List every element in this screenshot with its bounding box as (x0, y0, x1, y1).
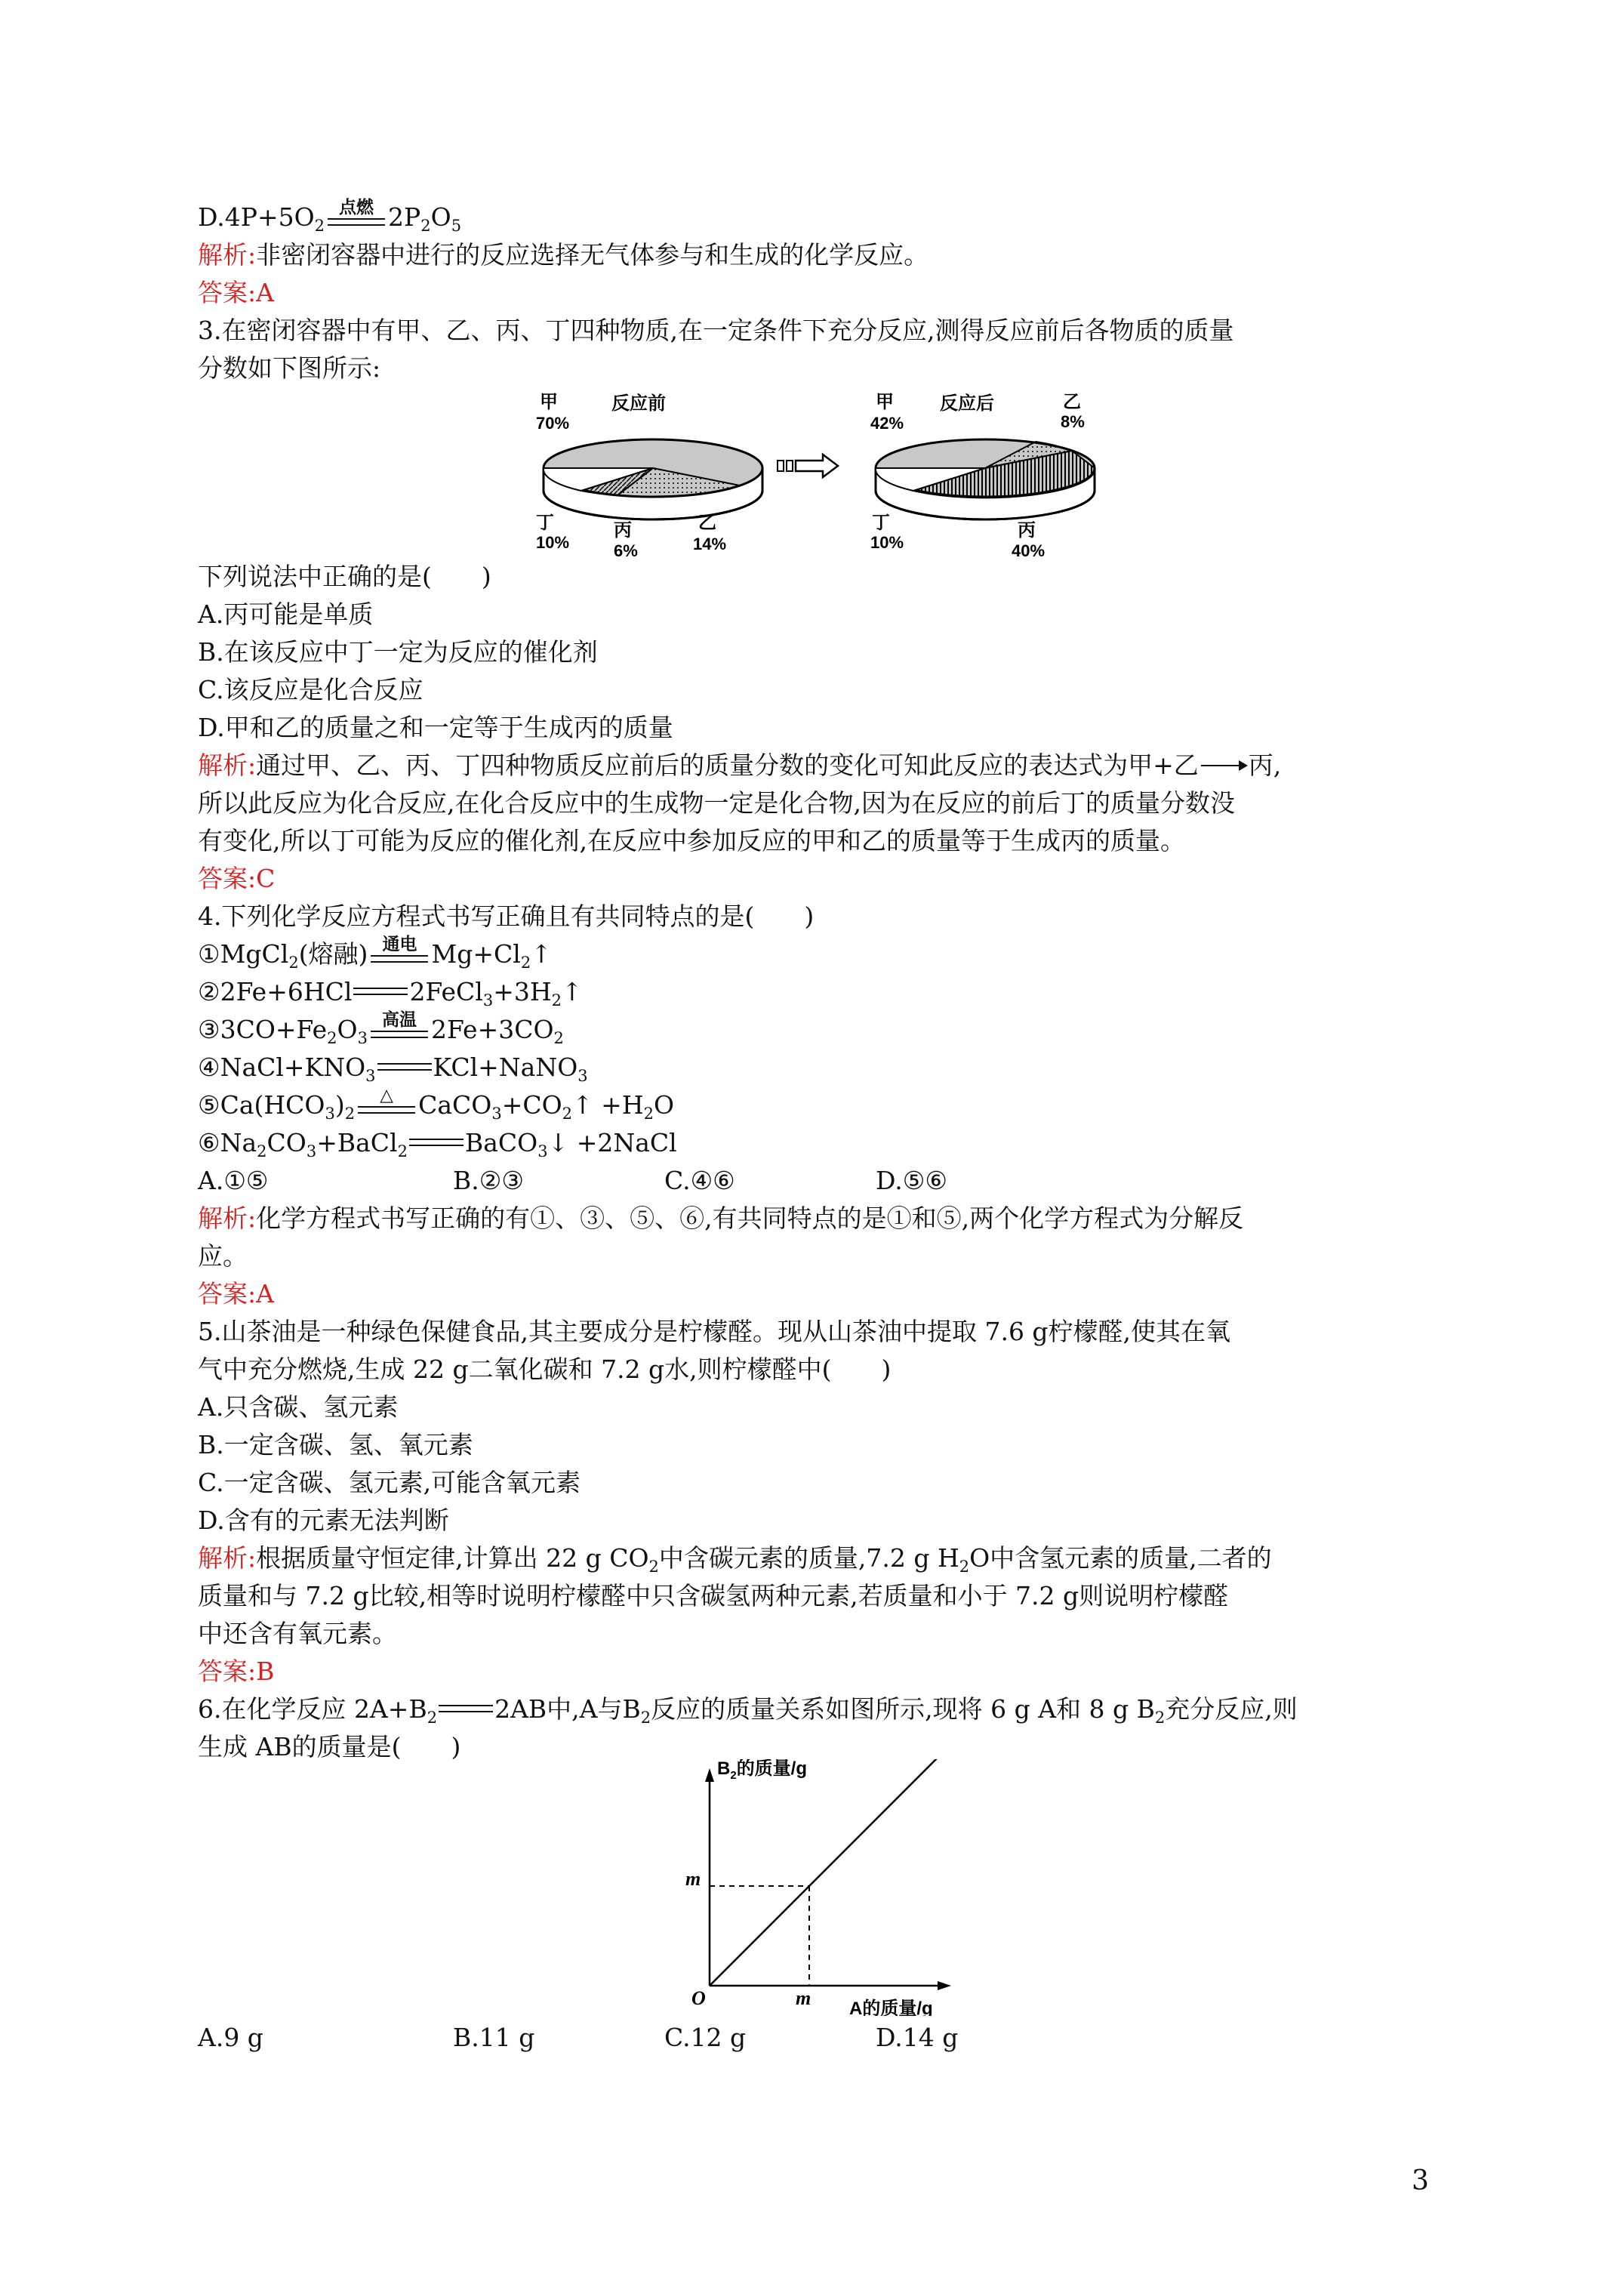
m-x-label: m (796, 1987, 812, 2009)
q5-explanation-line-3: 中还含有氧元素。 (198, 1619, 397, 1648)
q4-equation-2: ②2Fe+6HCl $2FeCl_3+3H_2↑$ (198, 977, 583, 1009)
q4-equation-5: $⑤Ca(HCO_3)_2$ △ $CaCO_3+CO_2↑ +H_2O$ (198, 1086, 675, 1123)
q3-option-c: C.该反应是化合反应 (198, 675, 423, 704)
q6-option-d: D.14 g (876, 2023, 959, 2052)
q4-equation-1: ①MgCl$_2$(熔融) 通电 $Mg+Cl_2↑$ (198, 935, 552, 972)
svg-text:14%: 14% (693, 535, 727, 553)
pie-after (870, 392, 1095, 560)
q4-equation-6: $⑥Na_2CO_3+BaCl_2$ BaCO$_3$↓ +2NaCl (198, 1128, 677, 1160)
svg-text:甲: 甲 (876, 392, 894, 412)
q5-option-a: A.只含碳、氢元素 (198, 1392, 399, 1422)
svg-text:42%: 42% (870, 414, 904, 433)
q5-option-d: D.含有的元素无法判断 (198, 1505, 449, 1535)
q3-pie-figure (528, 378, 1117, 566)
svg-text:乙: 乙 (1063, 392, 1081, 412)
arrow-icon (778, 455, 838, 477)
svg-text:反应后: 反应后 (940, 393, 994, 414)
series-line (710, 1759, 942, 1986)
q2-option-d: $D.4P+5O_2$ 点燃 $2P_2O_5$ (198, 198, 462, 235)
q4-option-a: A.①⑤ (198, 1166, 269, 1195)
svg-text:丁: 丁 (872, 513, 890, 533)
q4-answer: 答案:A (198, 1279, 274, 1308)
q6-option-b: B.11 g (453, 2023, 535, 2052)
q5-option-c: C.一定含碳、氢元素,可能含氧元素 (198, 1468, 581, 1497)
q3-explanation-line-2: 所以此反应为化合反应,在化合反应中的生成物一定是化合物,因为在反应的前后丁的质量分数没 (198, 788, 1235, 818)
svg-text:丁: 丁 (536, 513, 554, 533)
q6-mass-graph (664, 1759, 981, 2016)
q3-option-a: A.丙可能是单质 (198, 599, 374, 629)
svg-text:10%: 10% (536, 533, 570, 552)
y-axis-arrow-icon (705, 1768, 714, 1782)
q4-option-b: B.②③ (453, 1166, 524, 1195)
q5-answer: 答案:B (198, 1657, 275, 1686)
q5-explanation-line-1: 解析:根据质量守恒定律,计算出 22 g $CO_2$中含碳元素的质量,7.2 g $H_2O$中含氢元素的质量,二者的 (198, 1543, 1272, 1576)
svg-text:6%: 6% (614, 541, 638, 560)
q3-explanation-line-3: 有变化,所以丁可能为反应的催化剂,在反应中参加反应的甲和乙的质量等于生成丙的质量。 (198, 826, 1185, 855)
q5-stem-line-2: 气中充分燃烧,生成 22 g二氧化碳和 7.2 g水,则柠檬醛中( ) (198, 1354, 892, 1384)
svg-text:乙: 乙 (698, 513, 716, 533)
q3-stem-line-2: 分数如下图所示: (198, 353, 381, 383)
svg-text:丙: 丙 (614, 520, 632, 541)
q2-explanation: 解析:非密闭容器中进行的反应选择无气体参与和生成的化学反应。 (198, 240, 929, 270)
svg-text:40%: 40% (1012, 541, 1046, 560)
x-axis-label: A的质量/g (849, 1999, 933, 2016)
q6-stem-line-1: 6.在化学反应 $2A+B_2$ 2AB中,A与$B_2$反应的质量关系如图所示,现将 6 g A和 8 g $B_2$充分反应,则 (198, 1694, 1298, 1727)
q3-stem-line-1: 3.在密闭容器中有甲、乙、丙、丁四种物质,在一定条件下充分反应,测得反应前后各物质的质量 (198, 316, 1234, 345)
q3-answer: 答案:C (198, 864, 276, 893)
q6-option-a: A.9 g (198, 2023, 263, 2052)
m-y-label: m (685, 1868, 701, 1890)
q5-explanation-line-2: 质量和与 7.2 g比较,相等时说明柠檬醛中只含碳氢两种元素,若质量和小于 7.2 g则说明柠檬醛 (198, 1581, 1229, 1610)
svg-text:丙: 丙 (1018, 520, 1036, 541)
x-axis-arrow-icon (938, 1981, 951, 1990)
q3-explanation-line-1: 解析:通过甲、乙、丙、丁四种物质反应前后的质量分数的变化可知此反应的表达式为甲+乙 丙, (198, 750, 1282, 780)
page-number: 3 (1412, 2165, 1429, 2196)
q3-question: 下列说法中正确的是( ) (198, 562, 491, 591)
q5-option-b: B.一定含碳、氢、氧元素 (198, 1430, 473, 1459)
q5-stem-line-1: 5.山茶油是一种绿色保健食品,其主要成分是柠檬醛。现从山茶油中提取 7.6 g柠檬醛,使其在氧 (198, 1317, 1231, 1346)
q4-option-c: C.④⑥ (664, 1166, 735, 1195)
svg-text:反应前: 反应前 (611, 393, 666, 414)
equals-condition: 点燃 (325, 202, 388, 232)
q4-explanation-line-2: 应。 (198, 1241, 248, 1271)
arrow-icon (1201, 765, 1246, 766)
y-axis-label: $B_2$的质量/g (717, 1759, 808, 1782)
q3-option-b: B.在该反应中丁一定为反应的催化剂 (198, 637, 598, 667)
label-jia-before: 甲 (540, 392, 558, 412)
q4-option-d: D.⑤⑥ (876, 1166, 947, 1195)
pie-before (536, 392, 762, 560)
q3-option-d: D.甲和乙的质量之和一定等于生成丙的质量 (198, 713, 673, 742)
q6-option-c: C.12 g (664, 2023, 747, 2052)
svg-text:8%: 8% (1061, 412, 1085, 431)
q6-stem-line-2: 生成 AB的质量是( ) (198, 1732, 461, 1761)
svg-text:10%: 10% (870, 533, 904, 552)
svg-text:70%: 70% (536, 414, 570, 433)
q4-equation-4: $④NaCl+KNO_3$ KCl+NaNO$_3$ (198, 1052, 588, 1085)
q2-answer: 答案:A (198, 278, 274, 307)
q4-explanation-line-1: 解析:化学方程式书写正确的有①、③、⑤、⑥,有共同特点的是①和⑤,两个化学方程式为分解反 (198, 1203, 1244, 1233)
origin-label: O (691, 1987, 706, 2009)
q4-stem: 4.下列化学反应方程式书写正确且有共同特点的是( ) (198, 901, 815, 931)
q4-equation-3: $③3CO+Fe_2O_3$ 高温 $2Fe+3CO_2$ (198, 1010, 564, 1047)
